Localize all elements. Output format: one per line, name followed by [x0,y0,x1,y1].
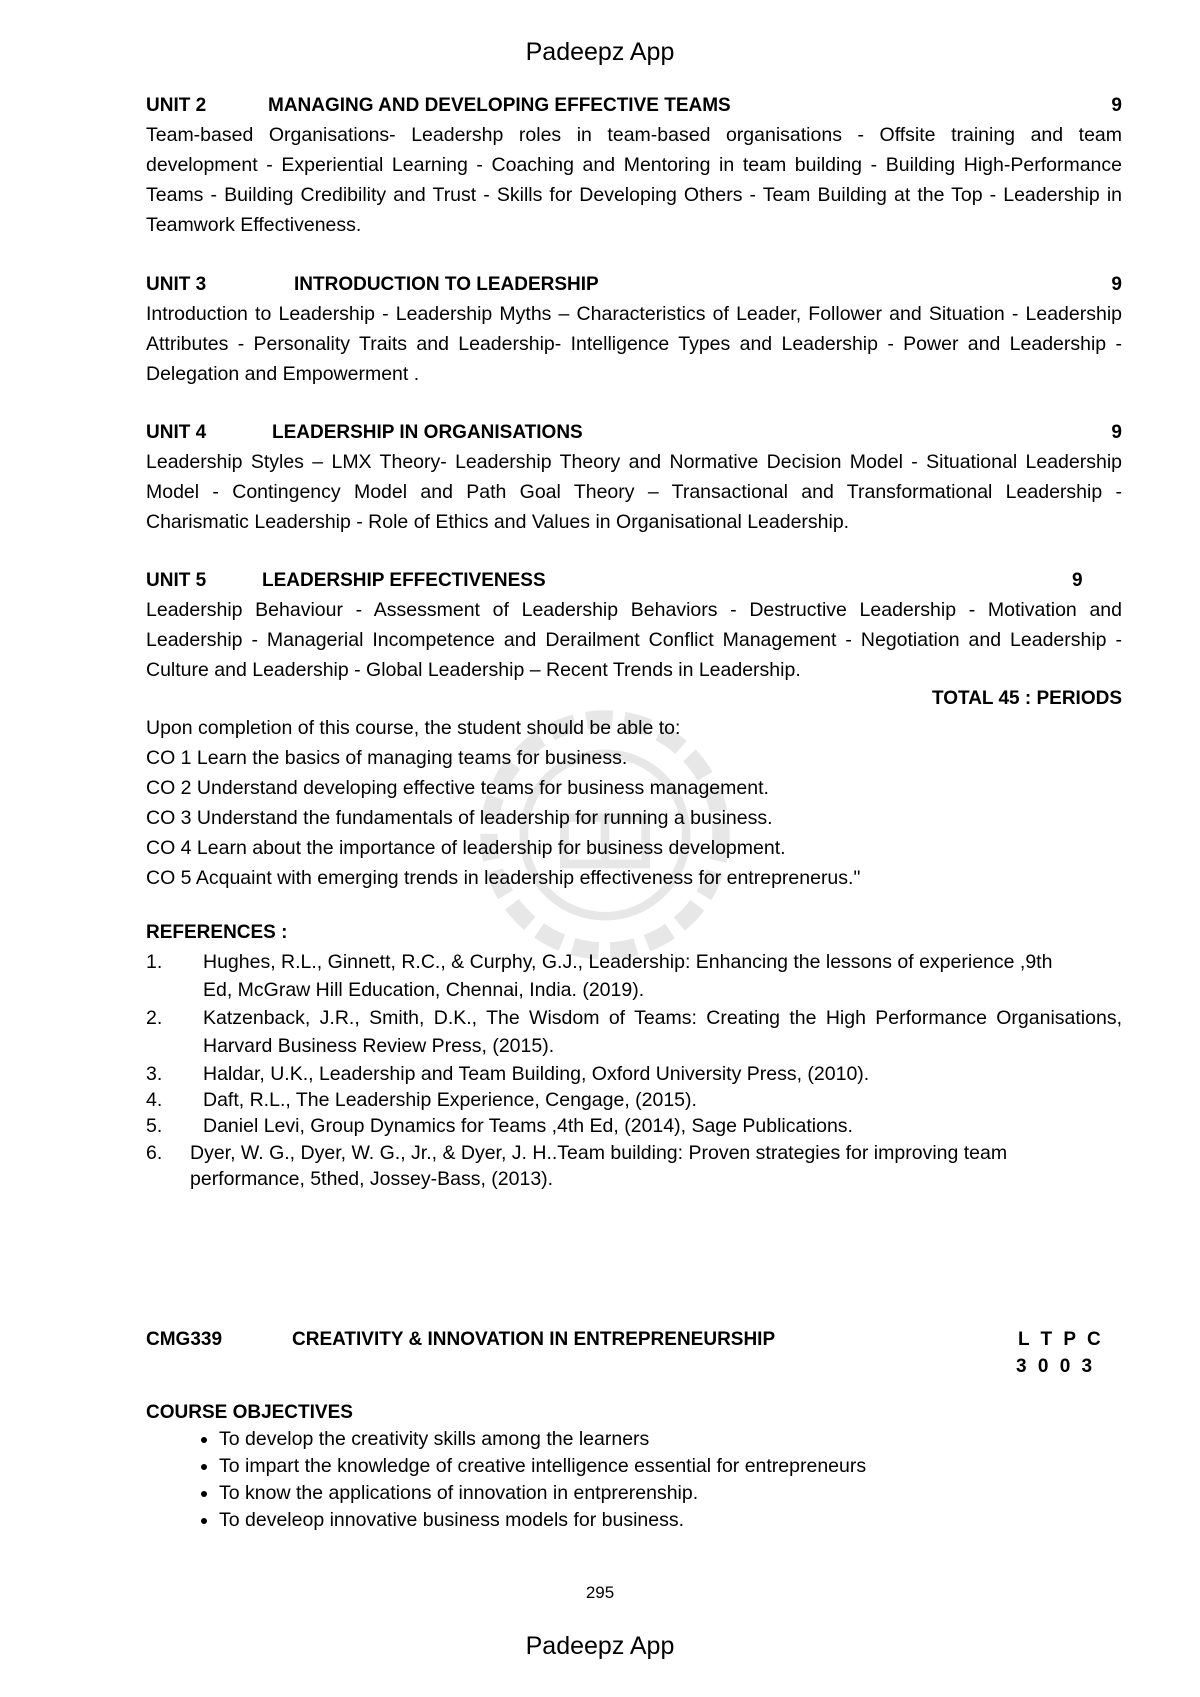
unit-title: INTRODUCTION TO LEADERSHIP [294,274,599,295]
objectives-title: COURSE OBJECTIVES [146,1402,353,1423]
outcome-item: CO 2 Understand developing effective teams for business management. [146,777,769,799]
reference-item [146,1088,1122,1113]
objective-item: • To know the applications of innovation in entprerenship. [219,1480,1122,1507]
course-objectives [146,1399,1122,1534]
reference-number: 2. [146,1007,163,1029]
reference-item [146,948,1122,1004]
page-header: Padeepz App [525,38,675,66]
unit-4 [146,419,1122,537]
objective-item: • To develeop innovative business models for business. [219,1507,1122,1534]
unit-3 [146,271,1122,389]
outcome-item: CO 4 Learn about the importance of leadership for business development. [146,837,786,859]
total-periods: TOTAL 45 : PERIODS [931,688,1122,709]
reference-number: 3. [146,1063,163,1085]
course-outcomes [146,713,1122,893]
unit-title: LEADERSHIP IN ORGANISATIONS [272,422,583,443]
unit-title: MANAGING AND DEVELOPING EFFECTIVE TEAMS [268,95,731,116]
references [146,918,1122,1192]
course-header [146,1326,1122,1380]
unit-hours: 9 [1072,570,1083,591]
reference-text: Hughes, R.L., Ginnett, R.C., & Curphy, G.J., Leadership: Enhancing the lessons of experience ,9th Ed, McGraw Hill Education, Chennai, India. (2019). [203,951,1053,1001]
reference-text: Daniel Levi, Group Dynamics for Teams ,4th Ed, (2014), Sage Publications. [203,1115,853,1137]
outcomes-intro: Upon completion of this course, the student should be able to: [146,717,681,739]
unit-number: UNIT 5 [146,570,207,591]
unit-hours: 9 [1111,95,1122,116]
reference-number: 5. [146,1115,163,1137]
reference-item [146,1140,1122,1192]
reference-text: Daft, R.L., The Leadership Experience, Cengage, (2015). [203,1089,697,1111]
references-title: REFERENCES : [146,922,288,943]
reference-item [146,1004,1122,1060]
page-footer: Padeepz App [525,1632,675,1660]
reference-number: 6. [146,1142,163,1164]
reference-text: Dyer, W. G., Dyer, W. G., Jr., & Dyer, J. H..Team building: Proven strategies for improving team performance, 5thed, Jossey-Bass, (2013). [190,1142,1008,1190]
course-title: CREATIVITY & INNOVATION IN ENTREPRENEURSHIP [292,1329,776,1350]
ltpc-header: L T P C [1018,1329,1101,1350]
reference-item [146,1113,1122,1140]
unit-body: Leadership Behaviour - Assessment of Leadership Behaviors - Destructive Leadership - Motivation and Leadership - Managerial Incompetence and Derailment Conflict Management - Negotiation and Leadership - Culture and Leadership - Global Leadership – Recent Trends in Leadership. [146,599,1122,681]
unit-hours: 9 [1111,422,1122,443]
page-number: 295 [585,1583,615,1602]
ltpc-values: 3 0 0 3 [1016,1356,1093,1377]
outcome-item: CO 3 Understand the fundamentals of leadership for running a business. [146,807,773,829]
unit-body: Team-based Organisations- Leadershp roles in team-based organisations - Offsite training and team development - Experiential Learning - Coaching and Mentoring in team building - Building High-Performance Teams - Building Credibility and Trust - Skills for Developing Others - Team Building at the Top - Leadership in Teamwork Effectiveness. [146,124,1122,236]
objective-item: • To impart the knowledge of creative intelligence essential for entrepreneurs [219,1453,1122,1480]
unit-2 [146,92,1122,240]
reference-number: 1. [146,951,163,973]
unit-hours: 9 [1111,274,1122,295]
objective-item: • To develop the creativity skills among the learners [219,1426,1122,1453]
unit-number: UNIT 3 [146,274,207,295]
unit-number: UNIT 4 [146,422,207,443]
course-code: CMG339 [146,1329,223,1350]
unit-body: Leadership Styles – LMX Theory- Leadership Theory and Normative Decision Model - Situational Leadership Model - Contingency Model and Path Goal Theory – Transactional and Transformational Leadership - Charismatic Leadership - Role of Ethics and Values in Organisational Leadership. [146,451,1122,533]
reference-text: Haldar, U.K., Leadership and Team Building, Oxford University Press, (2010). [203,1063,870,1085]
outcome-item: CO 1 Learn the basics of managing teams for business. [146,747,628,769]
objectives-list [146,1426,1122,1534]
outcome-item: CO 5 Acquaint with emerging trends in leadership effectiveness for entreprenerus." [146,867,861,889]
reference-text: Katzenback, J.R., Smith, D.K., The Wisdom of Teams: Creating the High Performance Organisations, Harvard Business Review Press, (2015). [203,1007,1122,1057]
reference-number: 4. [146,1089,163,1111]
unit-5 [146,567,1122,713]
unit-body: Introduction to Leadership - Leadership Myths – Characteristics of Leader, Follower and Situation - Leadership Attributes - Personality Traits and Leadership- Intelligence Types and Leadership - Power and Leadership - Delegation and Empowerment . [146,303,1122,385]
unit-number: UNIT 2 [146,95,207,116]
reference-item [146,1060,1122,1088]
unit-title: LEADERSHIP EFFECTIVENESS [262,570,546,591]
